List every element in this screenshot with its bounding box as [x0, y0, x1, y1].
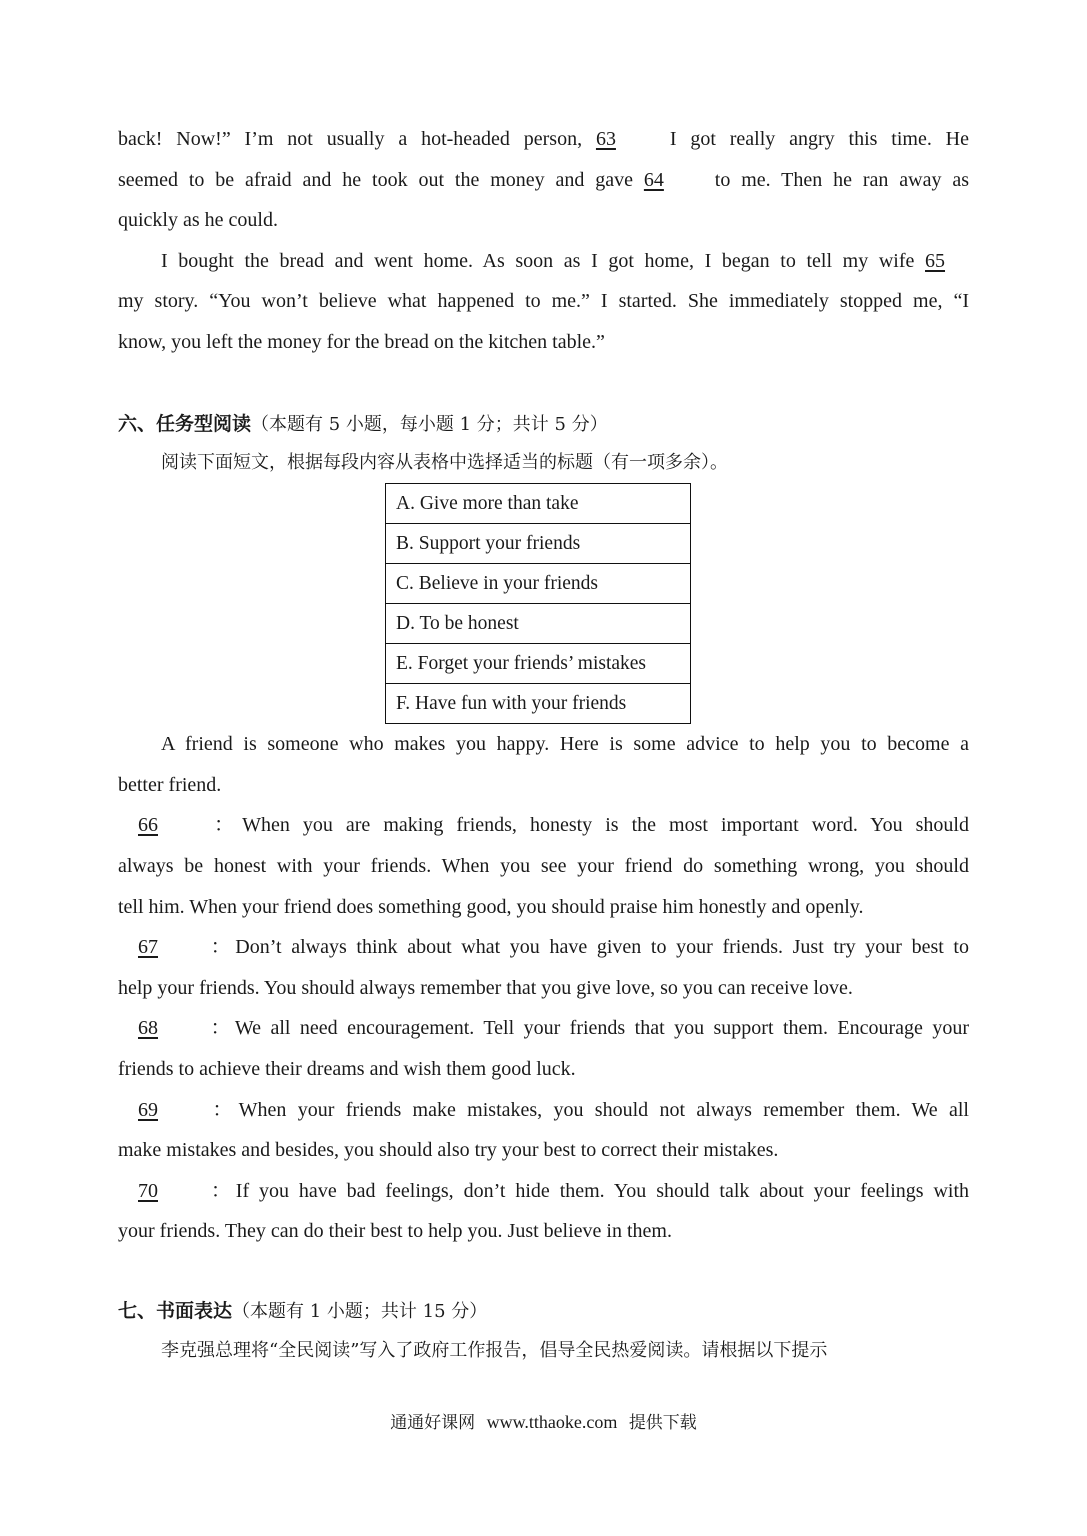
option-b: B. Support your friends — [386, 524, 691, 564]
item-69-line-2: make mistakes and besides, you should also try your best to correct their mistakes. — [118, 1139, 779, 1162]
item-70-line-2: your friends. They can do their best to help you. Just believe in them. — [118, 1220, 672, 1243]
option-d: D. To be honest — [386, 604, 691, 644]
item-66-line-3: tell him. When your friend does something good, you should praise him honestly and openly. — [118, 895, 864, 918]
option-row — [386, 684, 691, 724]
passage-line-1 — [118, 119, 969, 160]
item-66-line-2: always be honest with your friends. When you see your friend do something wrong, you should — [118, 854, 969, 877]
text-span: I got really angry this time. He — [669, 128, 969, 150]
text-span: ：When you are making friends, honesty is the most important word. You should — [206, 814, 969, 837]
item-70-line-1 — [118, 1171, 969, 1212]
item-69-line-1 — [118, 1090, 969, 1131]
blank-70: 70 — [138, 1179, 158, 1202]
section-6-title: 六、任务型阅读 — [118, 412, 252, 435]
footer-site-name: 通通好课网 — [390, 1413, 476, 1433]
item-67-line-1 — [118, 927, 969, 968]
section-7-title: 七、书面表达 — [118, 1299, 233, 1322]
passage-line-6: know, you left the money for the bread on the kitchen table.” — [118, 330, 605, 353]
item-68-line-2: friends to achieve their dreams and wish them good luck. — [118, 1057, 576, 1080]
section-6-instruction: 阅读下面短文，根据每段内容从表格中选择适当的标题（有一项多余）。 — [161, 452, 728, 474]
passage-line-4 — [118, 241, 969, 282]
text-span: seemed to be afraid and he took out the money and gave — [118, 168, 634, 191]
item-67-line-2: help your friends. You should always remember that you give love, so you can receive love. — [118, 976, 853, 999]
section-7-note: （本题有 1 小题；共计 15 分） — [232, 1300, 488, 1322]
option-row — [386, 524, 691, 564]
blank-69: 69 — [138, 1098, 158, 1121]
blank-65: 65 — [925, 249, 946, 272]
blank-68: 68 — [138, 1017, 158, 1040]
text-span: ：We all need encouragement. Tell your friends that you support them. Encourage your — [206, 1017, 969, 1040]
text-span: to me. Then he ran away as — [714, 168, 969, 191]
heading-options-table — [385, 483, 691, 724]
text-span: ：If you have bad feelings, don’t hide them. You should talk about your feelings with — [206, 1179, 969, 1202]
exam-page — [118, 119, 969, 1372]
section-6-note: （本题有 5 小题，每小题 1 分；共计 5 分） — [251, 413, 608, 435]
item-66-line-1 — [118, 805, 969, 846]
text-span: I bought the bread and went home. As soon as I got home, I began to tell my wife — [161, 249, 915, 272]
option-row — [386, 484, 691, 524]
text-span: back! Now!” I’m not usually a hot-headed person, — [118, 128, 583, 150]
option-c: C. Believe in your friends — [386, 564, 691, 604]
blank-64: 64 — [643, 168, 664, 191]
option-row — [386, 564, 691, 604]
blank-63: 63 — [595, 128, 616, 150]
blank-66: 66 — [138, 814, 158, 837]
footer-url: www.tthaoke.com — [486, 1412, 618, 1432]
option-f: F. Have fun with your friends — [386, 684, 691, 724]
passage-line-2 — [118, 160, 969, 201]
section-7-instruction: 李克强总理将“全民阅读”写入了政府工作报告，倡导全民热爱阅读。请根据以下提示 — [161, 1340, 828, 1362]
item-68-line-1 — [118, 1008, 969, 1049]
intro-line-1: A friend is someone who makes you happy. Here is some advice to help you to become a — [161, 733, 969, 756]
passage-line-5: my story. “You won’t believe what happened to me.” I started. She immediately stopped me, “I — [118, 290, 969, 313]
option-a: A. Give more than take — [386, 484, 691, 524]
option-row — [386, 604, 691, 644]
section-6-heading — [118, 404, 969, 445]
footer-suffix: 提供下载 — [628, 1413, 697, 1433]
section-7-heading — [118, 1291, 969, 1332]
option-row — [386, 644, 691, 684]
option-e: E. Forget your friends’ mistakes — [386, 644, 691, 684]
text-span: ：When your friends make mistakes, you should not always remember them. We all — [206, 1098, 969, 1121]
blank-67: 67 — [138, 936, 158, 959]
text-span: ：Don’t always think about what you have given to your friends. Just try your best to — [206, 936, 969, 959]
page-footer — [0, 1408, 1087, 1433]
passage-line-3: quickly as he could. — [118, 209, 278, 232]
intro-line-2: better friend. — [118, 773, 222, 796]
